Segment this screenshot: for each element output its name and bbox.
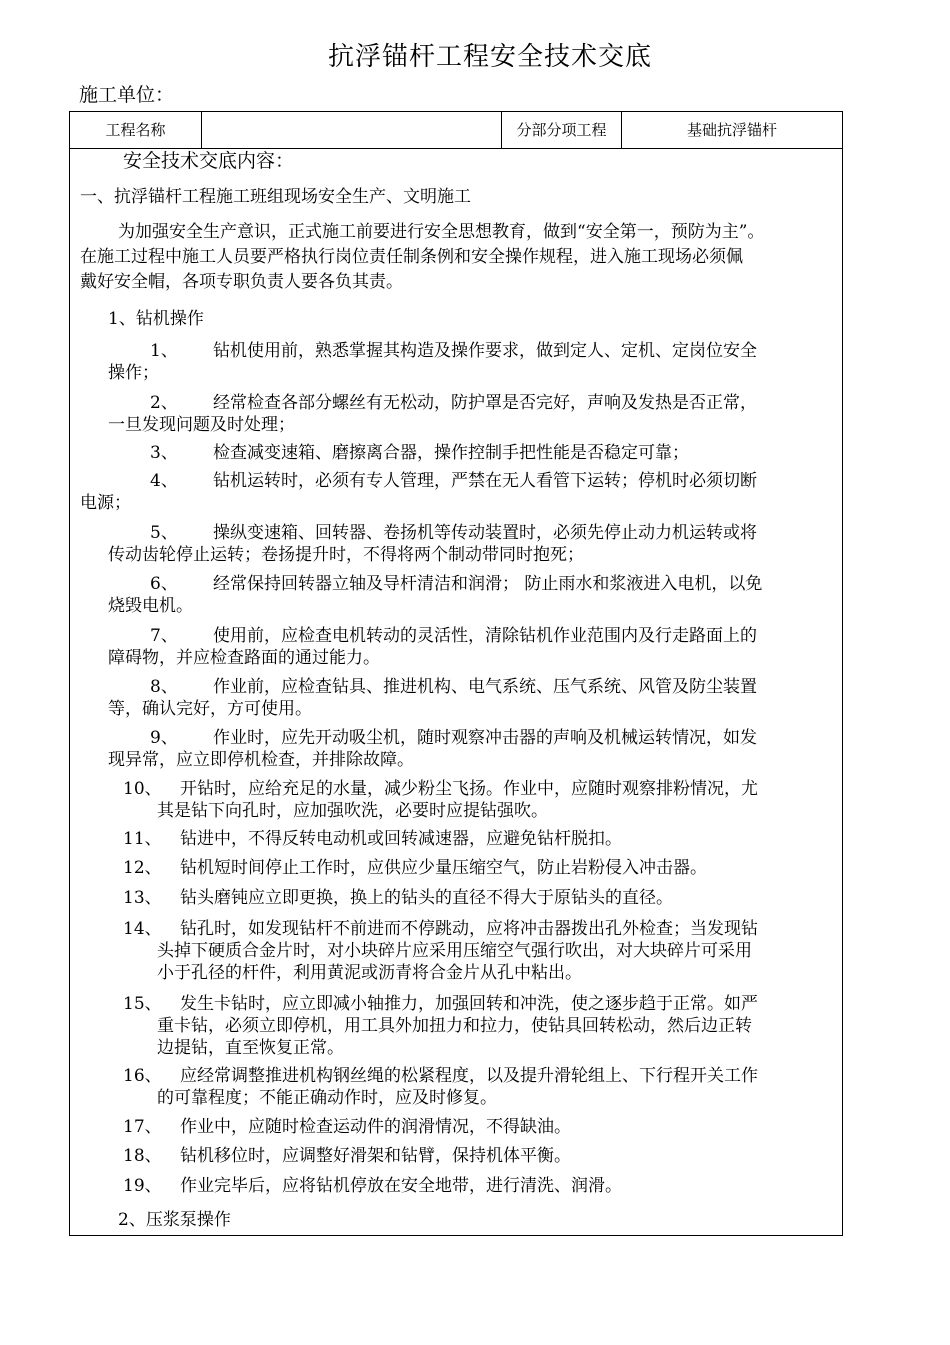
item-number: 10、 (123, 779, 162, 799)
item-text-continued: 障碍物，并应检查路面的通过能力。 (108, 648, 380, 668)
item-text: 开钻时，应给充足的水量，减少粉尘飞扬。作业中，应随时观察排粉情况，尤 (180, 779, 758, 799)
item-number: 2、 (150, 393, 178, 413)
sub-project-value: 基础抗浮锚杆 (686, 121, 777, 139)
item-text-continued: 的可靠程度；不能正确动作时，应及时修复。 (157, 1088, 497, 1108)
item-text: 应经常调整推进机构钢丝绳的松紧程度，以及提升滑轮组上、下行程开关工作 (180, 1066, 758, 1086)
item-text-continued: 小于孔径的杆件，利用黄泥或沥青将合金片从孔中粘出。 (157, 963, 582, 983)
item-number: 17、 (123, 1117, 162, 1137)
item-number: 13、 (123, 888, 162, 908)
item-text-continued: 传动齿轮停止运转；卷扬提升时，不得将两个制动带同时抱死； (108, 545, 584, 565)
sub-project-label: 分部分项工程 (502, 112, 622, 148)
item-text-continued: 头掉下硬质合金片时，对小块碎片应采用压缩空气强行吹出，对大块碎片可采用 (157, 941, 752, 961)
item-text: 操纵变速箱、回转器、卷扬机等传动装置时，必须先停止动力机运转或将 (213, 523, 757, 543)
item-text: 钻进中，不得反转电动机或回转减速器，应避免钻杆脱扣。 (180, 829, 622, 849)
item-number: 15、 (123, 994, 162, 1014)
item-number: 3、 (150, 443, 178, 463)
item-text: 经常检查各部分螺丝有无松动，防护罩是否完好，声响及发热是否正常， (213, 393, 757, 413)
item-text: 钻机运转时，必须有专人管理，严禁在无人看管下运转；停机时必须切断 (213, 471, 757, 491)
item-number: 5、 (150, 523, 178, 543)
item-text: 钻机使用前，熟悉掌握其构造及操作要求，做到定人、定机、定岗位安全 (213, 341, 757, 361)
table-header-row (70, 112, 842, 149)
intro-line-1: 为加强安全生产意识，正式施工前要进行安全思想教育，做到“安全第一，预防为主”。 (118, 222, 765, 242)
construction-unit-label: 施工单位： (79, 84, 175, 106)
disclosure-table (69, 111, 843, 1236)
item-text: 作业时，应先开动吸尘机，随时观察冲击器的声响及机械运转情况，如发 (213, 728, 757, 748)
item-text: 钻头磨钝应立即更换，换上的钻头的直径不得大于原钻头的直径。 (180, 888, 673, 908)
document-title: 抗浮锚杆工程安全技术交底 (327, 42, 652, 72)
content-heading: 安全技术交底内容： (123, 150, 295, 172)
item-text-continued: 操作； (108, 363, 159, 383)
item-number: 16、 (123, 1066, 162, 1086)
item-text: 钻机移位时，应调整好滑架和钻臂，保持机体平衡。 (180, 1146, 571, 1166)
item-text: 使用前，应检查电机转动的灵活性，清除钻机作业范围内及行走路面上的 (213, 626, 757, 646)
item-text-continued: 电源； (80, 493, 131, 513)
item-text-continued: 其是钻下向孔时，应加强吹洗，必要时应提钻强吹。 (157, 801, 548, 821)
subsection-title: 1、钻机操作 (108, 309, 204, 329)
item-text: 钻孔时，如发现钻杆不前进而不停跳动，应将冲击器拨出孔外检查；当发现钻 (180, 919, 758, 939)
item-number: 4、 (150, 471, 178, 491)
item-text: 作业中，应随时检查运动件的润滑情况，不得缺油。 (180, 1117, 571, 1137)
item-number: 19、 (123, 1176, 162, 1196)
item-text-continued: 烧毁电机。 (108, 596, 193, 616)
item-number: 11、 (123, 829, 162, 849)
item-number: 9、 (150, 728, 178, 748)
item-number: 6、 (150, 574, 178, 594)
subsection-title: 2、压浆泵操作 (118, 1210, 231, 1230)
item-number: 1、 (150, 341, 178, 361)
project-name-label: 工程名称 (70, 112, 202, 148)
item-text-continued: 边提钻，直至恢复正常。 (157, 1038, 344, 1058)
item-text: 钻机短时间停止工作时，应供应少量压缩空气，防止岩粉侵入冲击器。 (180, 858, 707, 878)
item-text: 检查减变速箱、磨擦离合器，操作控制手把性能是否稳定可靠； (213, 443, 689, 463)
intro-line-3: 戴好安全帽，各项专职负责人要各负其责。 (80, 272, 403, 292)
project-name-value (202, 112, 502, 148)
item-text-continued: 现异常，应立即停机检查，并排除故障。 (108, 750, 414, 770)
item-number: 8、 (150, 677, 178, 697)
item-text: 发生卡钻时，应立即减小轴推力，加强回转和冲洗，使之逐步趋于正常。如严 (180, 994, 758, 1014)
item-text: 经常保持回转器立轴及导杆清洁和润滑； 防止雨水和浆液进入电机，以免 (213, 574, 763, 594)
item-text: 作业完毕后，应将钻机停放在安全地带，进行清洗、润滑。 (180, 1176, 622, 1196)
item-number: 18、 (123, 1146, 162, 1166)
item-text-continued: 一旦发现问题及时处理； (108, 415, 295, 435)
item-number: 14、 (123, 919, 162, 939)
intro-line-2: 在施工过程中施工人员要严格执行岗位责任制条例和安全操作规程，进入施工现场必须佩 (80, 247, 743, 267)
item-number: 12、 (123, 858, 162, 878)
item-text: 作业前，应检查钻具、推进机构、电气系统、压气系统、风管及防尘装置 (213, 677, 757, 697)
section-title: 一、抗浮锚杆工程施工班组现场安全生产、文明施工 (80, 187, 471, 207)
item-text-continued: 等，确认完好，方可使用。 (108, 699, 312, 719)
item-text-continued: 重卡钻，必须立即停机，用工具外加扭力和拉力，使钻具回转松动，然后边正转 (157, 1016, 752, 1036)
item-number: 7、 (150, 626, 178, 646)
